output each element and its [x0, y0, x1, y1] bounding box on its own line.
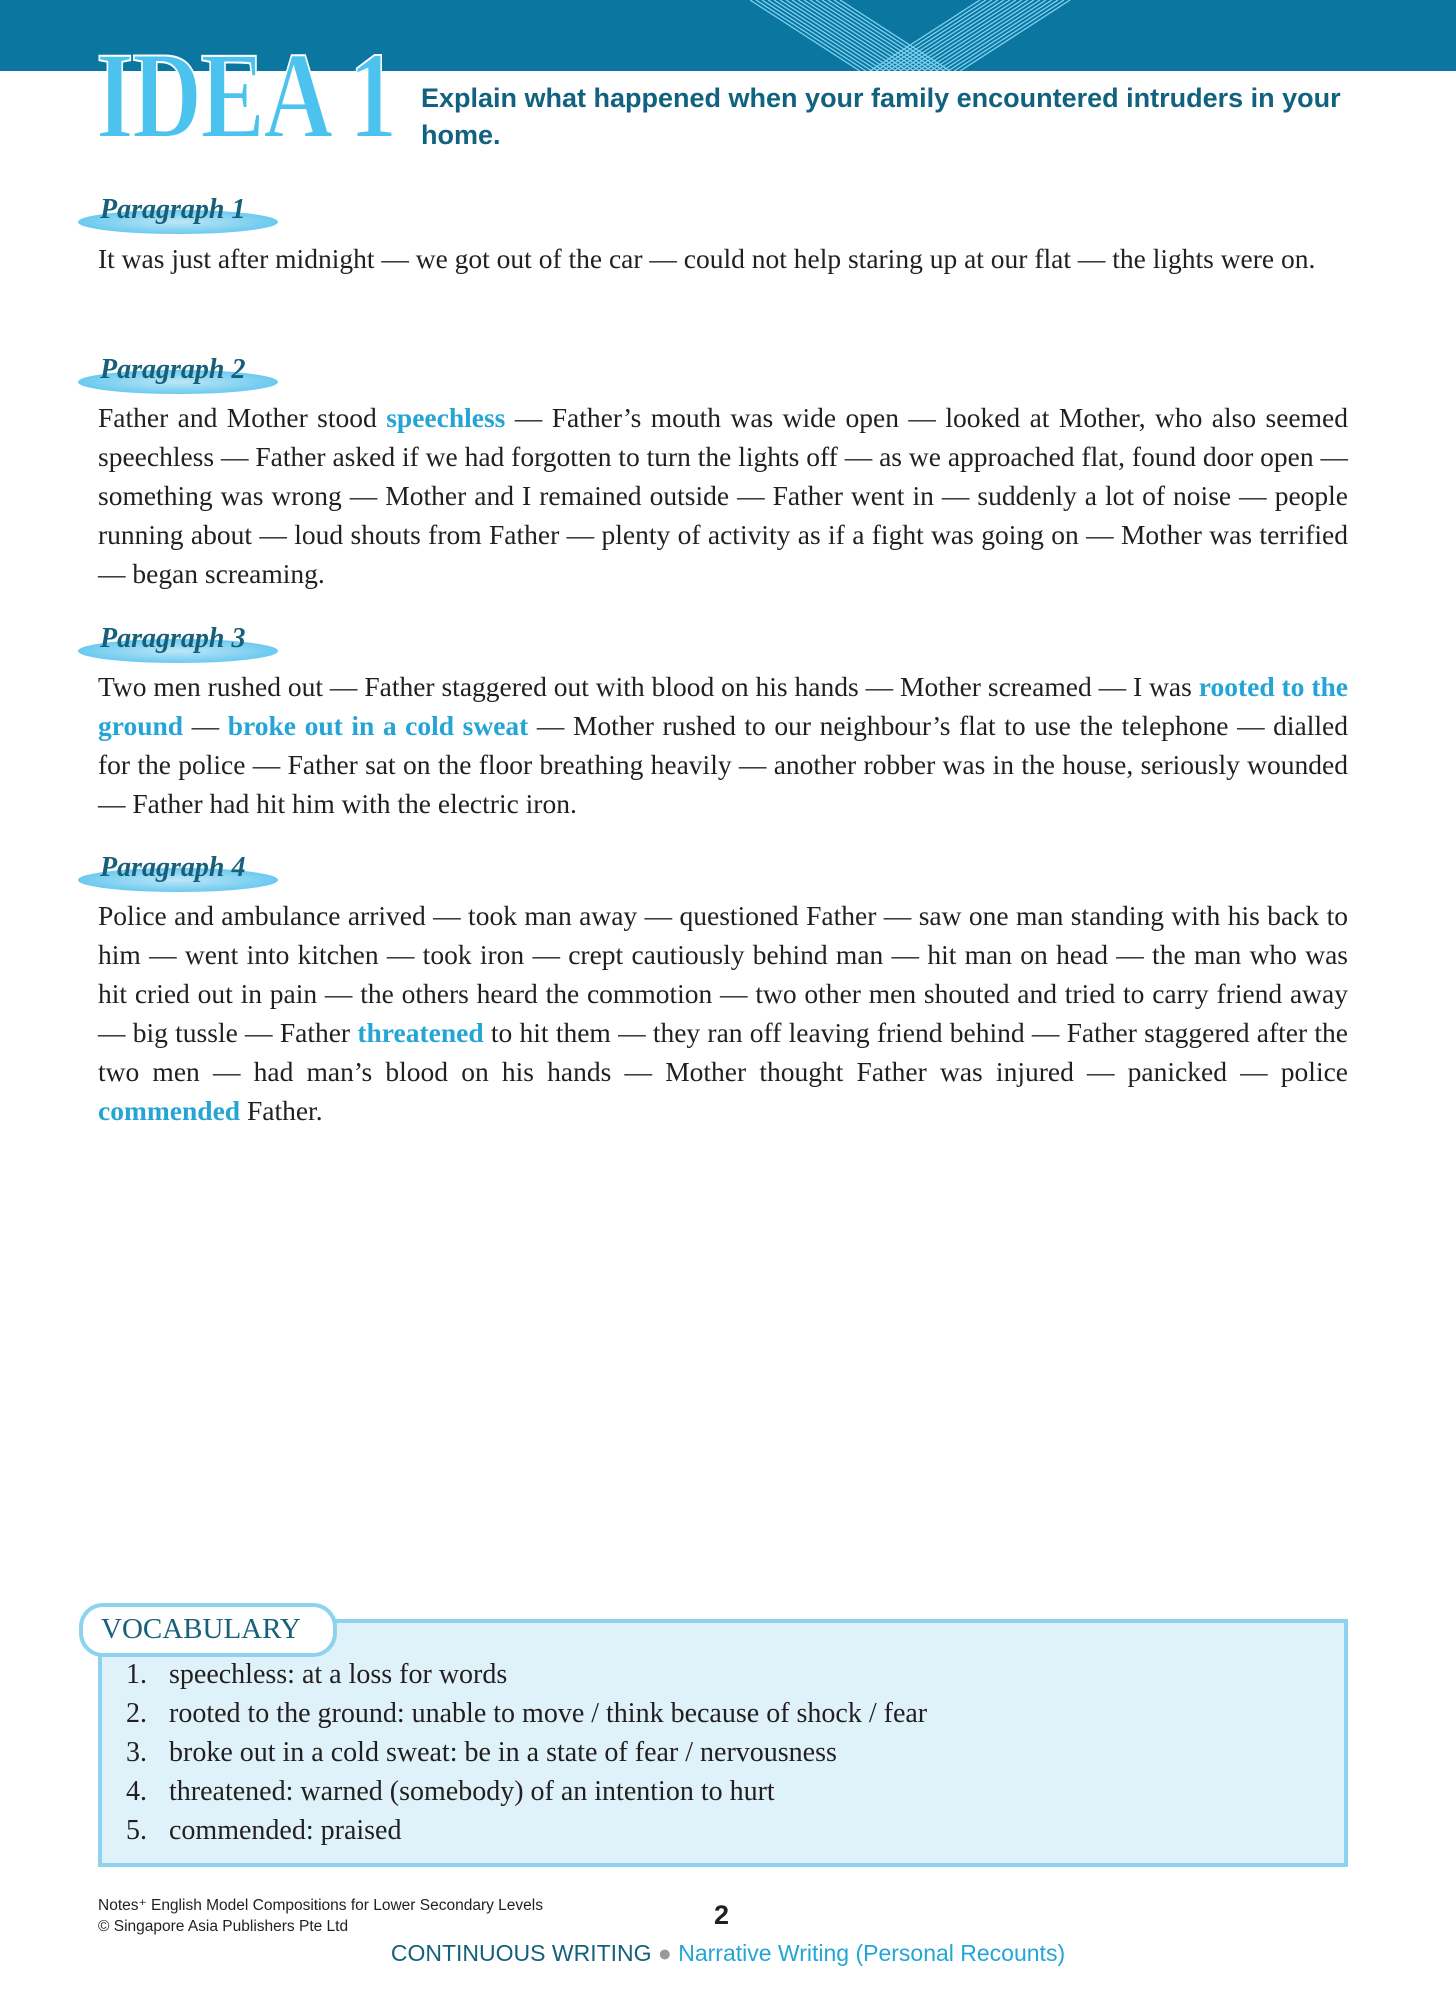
vocab-item	[126, 1655, 927, 1694]
paragraph-body	[98, 398, 1348, 593]
highlighted-vocabulary: broke out in a cold sweat	[227, 710, 529, 741]
paragraph-label-text: Paragraph 4	[100, 852, 246, 883]
vocabulary-label	[79, 1603, 337, 1657]
vocab-number: 1.	[126, 1659, 147, 1690]
vocab-item	[126, 1733, 927, 1772]
section-footer	[0, 1940, 1456, 1967]
paragraph-label	[78, 356, 278, 396]
crosshatch-decoration	[750, 0, 1080, 71]
vocab-text: commended: praised	[169, 1815, 402, 1846]
text-segment: Two men rushed out — Father staggered out with blood on his hands — Mother screamed — I was	[98, 671, 1199, 702]
vocab-item	[126, 1694, 927, 1733]
vocab-number: 5.	[126, 1815, 147, 1846]
prompt-text: Explain what happened when your family encountered intruders in your home.	[421, 83, 1341, 150]
text-segment: Police and ambulance arrived — took man away — questioned Father — saw one man standing with his back to him — went into kitchen — took iron — crept cautiously behind man — hit man on head — the man who was hit cried out in pain — the others heard the commotion — two other men shouted and tried to carry friend away — big tussle — Father	[98, 900, 1348, 1048]
paragraph-label	[78, 854, 278, 894]
page-number: 2	[714, 1900, 730, 1930]
text-segment: to hit them — they ran off leaving friend behind — Father staggered after the two men — had man’s blood on his hands — Mother thought Father was injured — panicked — police	[98, 1017, 1348, 1087]
vocab-text: speechless: at a loss for words	[169, 1659, 508, 1690]
paragraph-label	[78, 625, 278, 665]
text-segment: Father.	[240, 1095, 323, 1126]
text-segment: — Mother rushed to our neighbour’s flat to use the telephone — dialled for the police — Father sat on the floor breathing heavily — another robber was in the house, seriously wounded — Father had hit him with the electric iron.	[98, 710, 1348, 819]
highlighted-vocabulary: speechless	[386, 402, 506, 433]
footer-book-title: Notes⁺ English Model Compositions for Lower Secondary Levels	[98, 1897, 543, 1914]
paragraph-label	[78, 196, 278, 236]
paragraph-label-text: Paragraph 2	[100, 354, 246, 385]
vocab-text: threatened: warned (somebody) of an intention to hurt	[169, 1776, 775, 1807]
highlighted-vocabulary: threatened	[357, 1017, 484, 1048]
text-segment: — Father’s mouth was wide open — looked at Mother, who also seemed speechless — Father asked if we had forgotten to turn the lights off — as we approached flat, found door open — something was wrong — Mother and I remained outside — Father went in — suddenly a lot of noise — people running about — loud shouts from Father — plenty of activity as if a fight was going on — Mother was terrified — began screaming.	[98, 402, 1348, 589]
highlighted-vocabulary: rooted to the ground	[98, 671, 1348, 741]
vocab-text: rooted to the ground: unable to move / think because of shock / fear	[169, 1698, 928, 1729]
text-segment: —	[183, 710, 228, 741]
paragraph-body	[98, 239, 1348, 278]
text-segment: Father and Mother stood	[98, 402, 387, 433]
vocab-item	[126, 1772, 927, 1811]
subsection-name: Narrative Writing (Personal Recounts)	[678, 1940, 1066, 1966]
paragraph-label-text: Paragraph 1	[100, 194, 246, 225]
text-segment: It was just after midnight — we got out of the car — could not help staring up at our flat — the lights were on.	[98, 243, 1316, 274]
bullet-separator: ●	[657, 1940, 672, 1966]
footer-copyright: © Singapore Asia Publishers Pte Ltd	[98, 1918, 349, 1935]
vocab-number: 4.	[126, 1776, 147, 1807]
vocab-item	[126, 1811, 927, 1850]
vocab-text: broke out in a cold sweat: be in a state of fear / nervousness	[169, 1737, 837, 1768]
vocab-number: 2.	[126, 1698, 147, 1729]
section-name: CONTINUOUS WRITING	[390, 1940, 652, 1966]
idea-title: IDEA 1	[96, 27, 396, 164]
paragraph-body	[98, 896, 1348, 1130]
vocabulary-list	[126, 1655, 927, 1850]
vocab-number: 3.	[126, 1737, 147, 1768]
paragraph-label-text: Paragraph 3	[100, 623, 246, 654]
vocabulary-title: VOCABULARY	[101, 1613, 301, 1645]
paragraph-body	[98, 667, 1348, 823]
highlighted-vocabulary: commended	[98, 1095, 241, 1126]
